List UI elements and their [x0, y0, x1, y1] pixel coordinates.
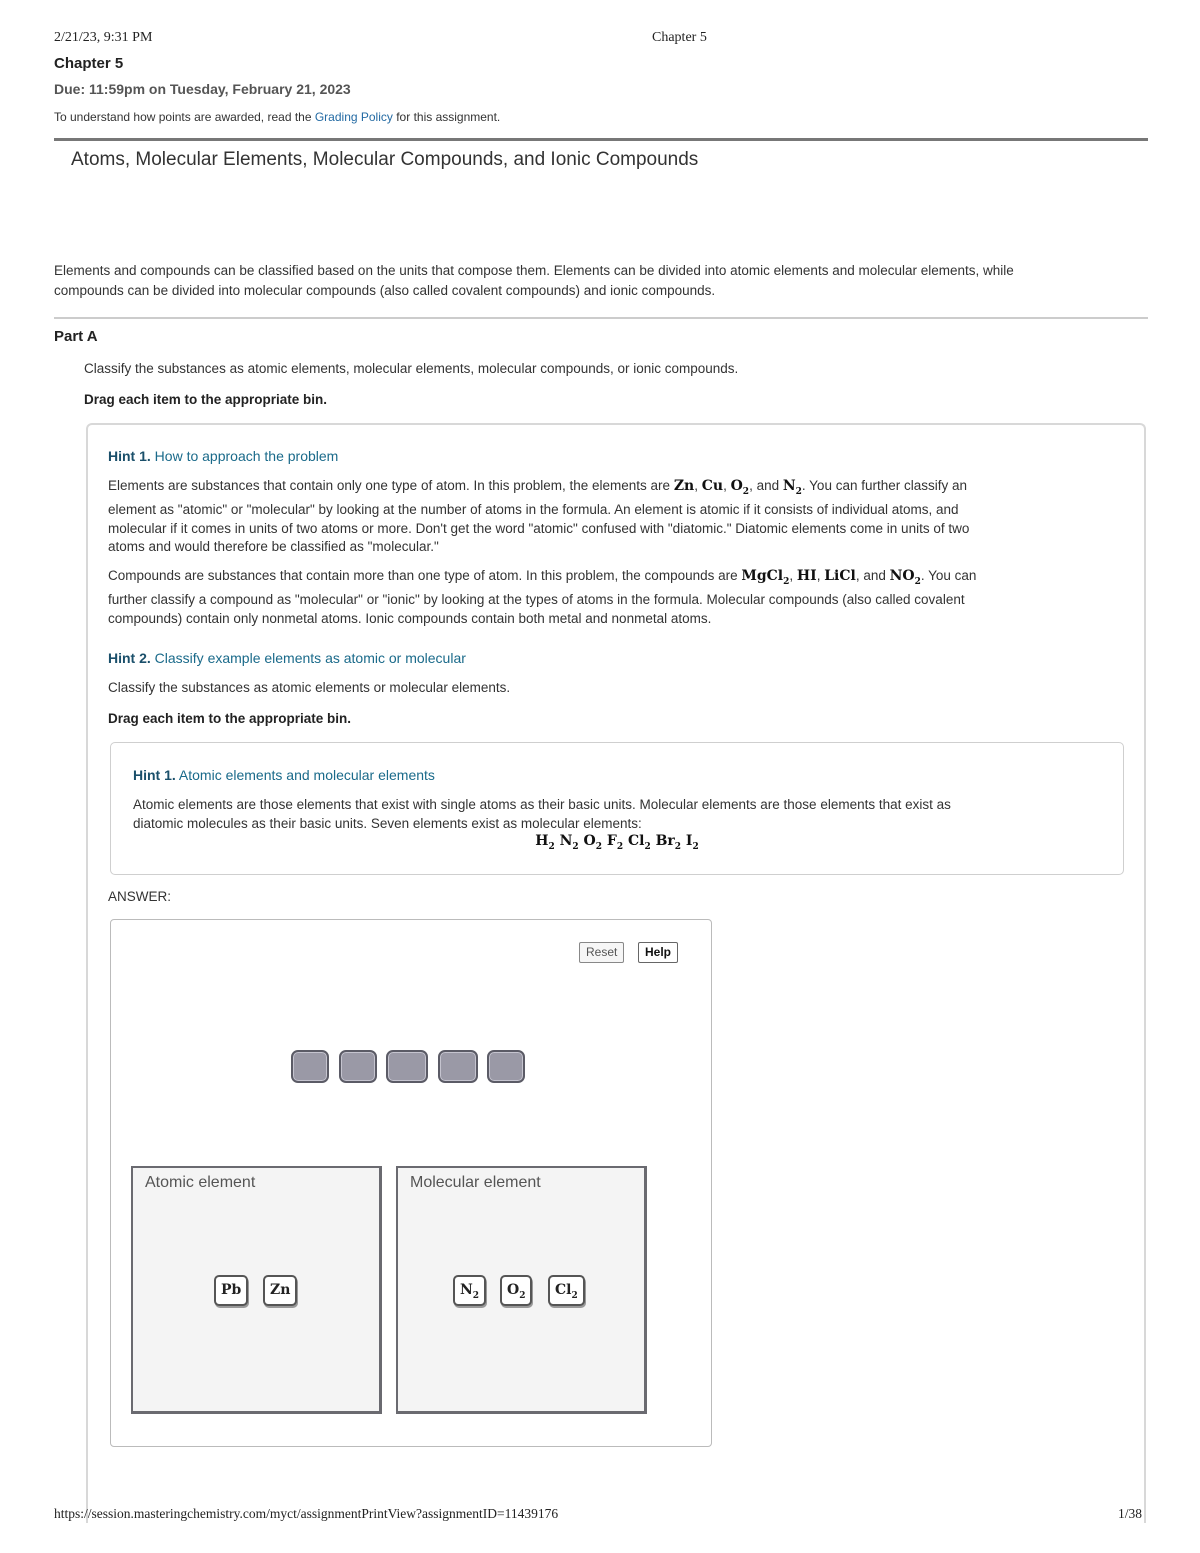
hint-1-paragraph-1: Elements are substances that contain only one type of atom. In this problem, the elements are Zn, Cu, $O_2$, and $N_2$. You can further classify an element as "atomic" or "molecular" by looking at the number of atoms in the formula. An element is atomic if it consists of individual atoms, and molecular if it comes in units of two atoms or more. Don't get the word "atomic" confused with "diatomic." Diatomic elements come in units of two atoms and would therefore be classified as "molecular.": [108, 478, 970, 555]
header-divider: [54, 138, 1148, 141]
help-button[interactable]: Help: [638, 942, 678, 963]
reset-button[interactable]: Reset: [579, 942, 624, 963]
bin-atomic-element[interactable]: [131, 1166, 382, 1414]
print-title: Chapter 5: [652, 30, 707, 45]
bin-label: Molecular element: [410, 1174, 541, 1191]
part-a-drag-instruction: Drag each item to the appropriate bin.: [84, 392, 328, 407]
policy-prefix: To understand how points are awarded, read the: [54, 110, 315, 124]
answer-label: ANSWER:: [108, 889, 172, 904]
item-chip-zn[interactable]: Zn: [263, 1275, 297, 1306]
sub-hint-title: Atomic elements and molecular elements: [178, 767, 435, 783]
empty-slot[interactable]: [386, 1050, 428, 1083]
empty-slot[interactable]: [291, 1050, 329, 1083]
empty-slot[interactable]: [487, 1050, 525, 1083]
item-chip-n2[interactable]: $N_2$: [453, 1275, 486, 1306]
part-a-instruction: Classify the substances as atomic elements, molecular elements, molecular compounds, or ionic compounds.: [84, 361, 739, 376]
hint-2-drag-instruction: Drag each item to the appropriate bin.: [108, 711, 352, 726]
hint-2-instruction: Classify the substances as atomic elements or molecular elements.: [108, 680, 511, 695]
due-date: Due: 11:59pm on Tuesday, February 21, 2023: [54, 81, 351, 97]
empty-slot[interactable]: [438, 1050, 478, 1083]
hint-2-title: Classify example elements as atomic or molecular: [154, 650, 466, 666]
item-chip-pb[interactable]: Pb: [214, 1275, 248, 1306]
intro-line-1: Elements and compounds can be classified based on the units that compose them. Elements can be divided into atomic elements and molecular elements, while: [54, 263, 1014, 278]
grading-policy-note: [54, 110, 500, 124]
sub-hint-label: Hint 1.: [133, 767, 176, 783]
empty-slot[interactable]: [339, 1050, 377, 1083]
problem-title: Atoms, Molecular Elements, Molecular Compounds, and Ionic Compounds: [71, 149, 699, 170]
sub-hint-header[interactable]: [133, 767, 435, 783]
grading-policy-link[interactable]: Grading Policy: [314, 110, 393, 124]
item-chip-o2[interactable]: $O_2$: [500, 1275, 532, 1306]
sub-hint-text: Atomic elements are those elements that exist with single atoms as their basic units. Molecular elements are those elements that exist as diatomic molecules as their basic units. Seven elements exist as molecular elements:: [133, 797, 951, 831]
print-datetime: 2/21/23, 9:31 PM: [54, 30, 153, 45]
hint-1-title: How to approach the problem: [154, 448, 339, 464]
hint-2-header[interactable]: [108, 650, 466, 666]
hint-1-header[interactable]: [108, 448, 338, 464]
item-chip-cl2[interactable]: $Cl_2$: [548, 1275, 585, 1306]
print-page-number: 1/38: [1118, 1506, 1143, 1521]
assignment-title: Chapter 5: [54, 55, 124, 72]
hint-2-label: Hint 2.: [108, 650, 151, 666]
molecular-elements-formulas: $H_2$ $N_2$ $O_2$ $F_2$ $Cl_2$ $Br_2$ $I_2$: [535, 833, 699, 852]
bin-label: Atomic element: [145, 1174, 256, 1191]
problem-intro: [54, 261, 1144, 301]
print-url: https://session.masteringchemistry.com/myct/assignmentPrintView?assignmentID=11439176: [54, 1506, 559, 1521]
part-a-label: Part A: [54, 328, 98, 345]
hint-1-paragraph-2: Compounds are substances that contain more than one type of atom. In this problem, the compounds are MgCl$_2$, HI, LiCl, and $NO_2$. You can further classify a compound as "molecular" or "ionic" by looking at the types of atoms in the formula. Molecular compounds (also called covalent compounds) contain only nonmetal atoms. Ionic compounds contain both metal and nonmetal atoms.: [108, 568, 977, 626]
intro-line-2: compounds can be divided into molecular compounds (also called covalent compounds) and ionic compounds.: [54, 283, 716, 298]
hint-1-label: Hint 1.: [108, 448, 151, 464]
section-divider: [54, 317, 1148, 319]
policy-suffix: for this assignment.: [392, 110, 501, 124]
